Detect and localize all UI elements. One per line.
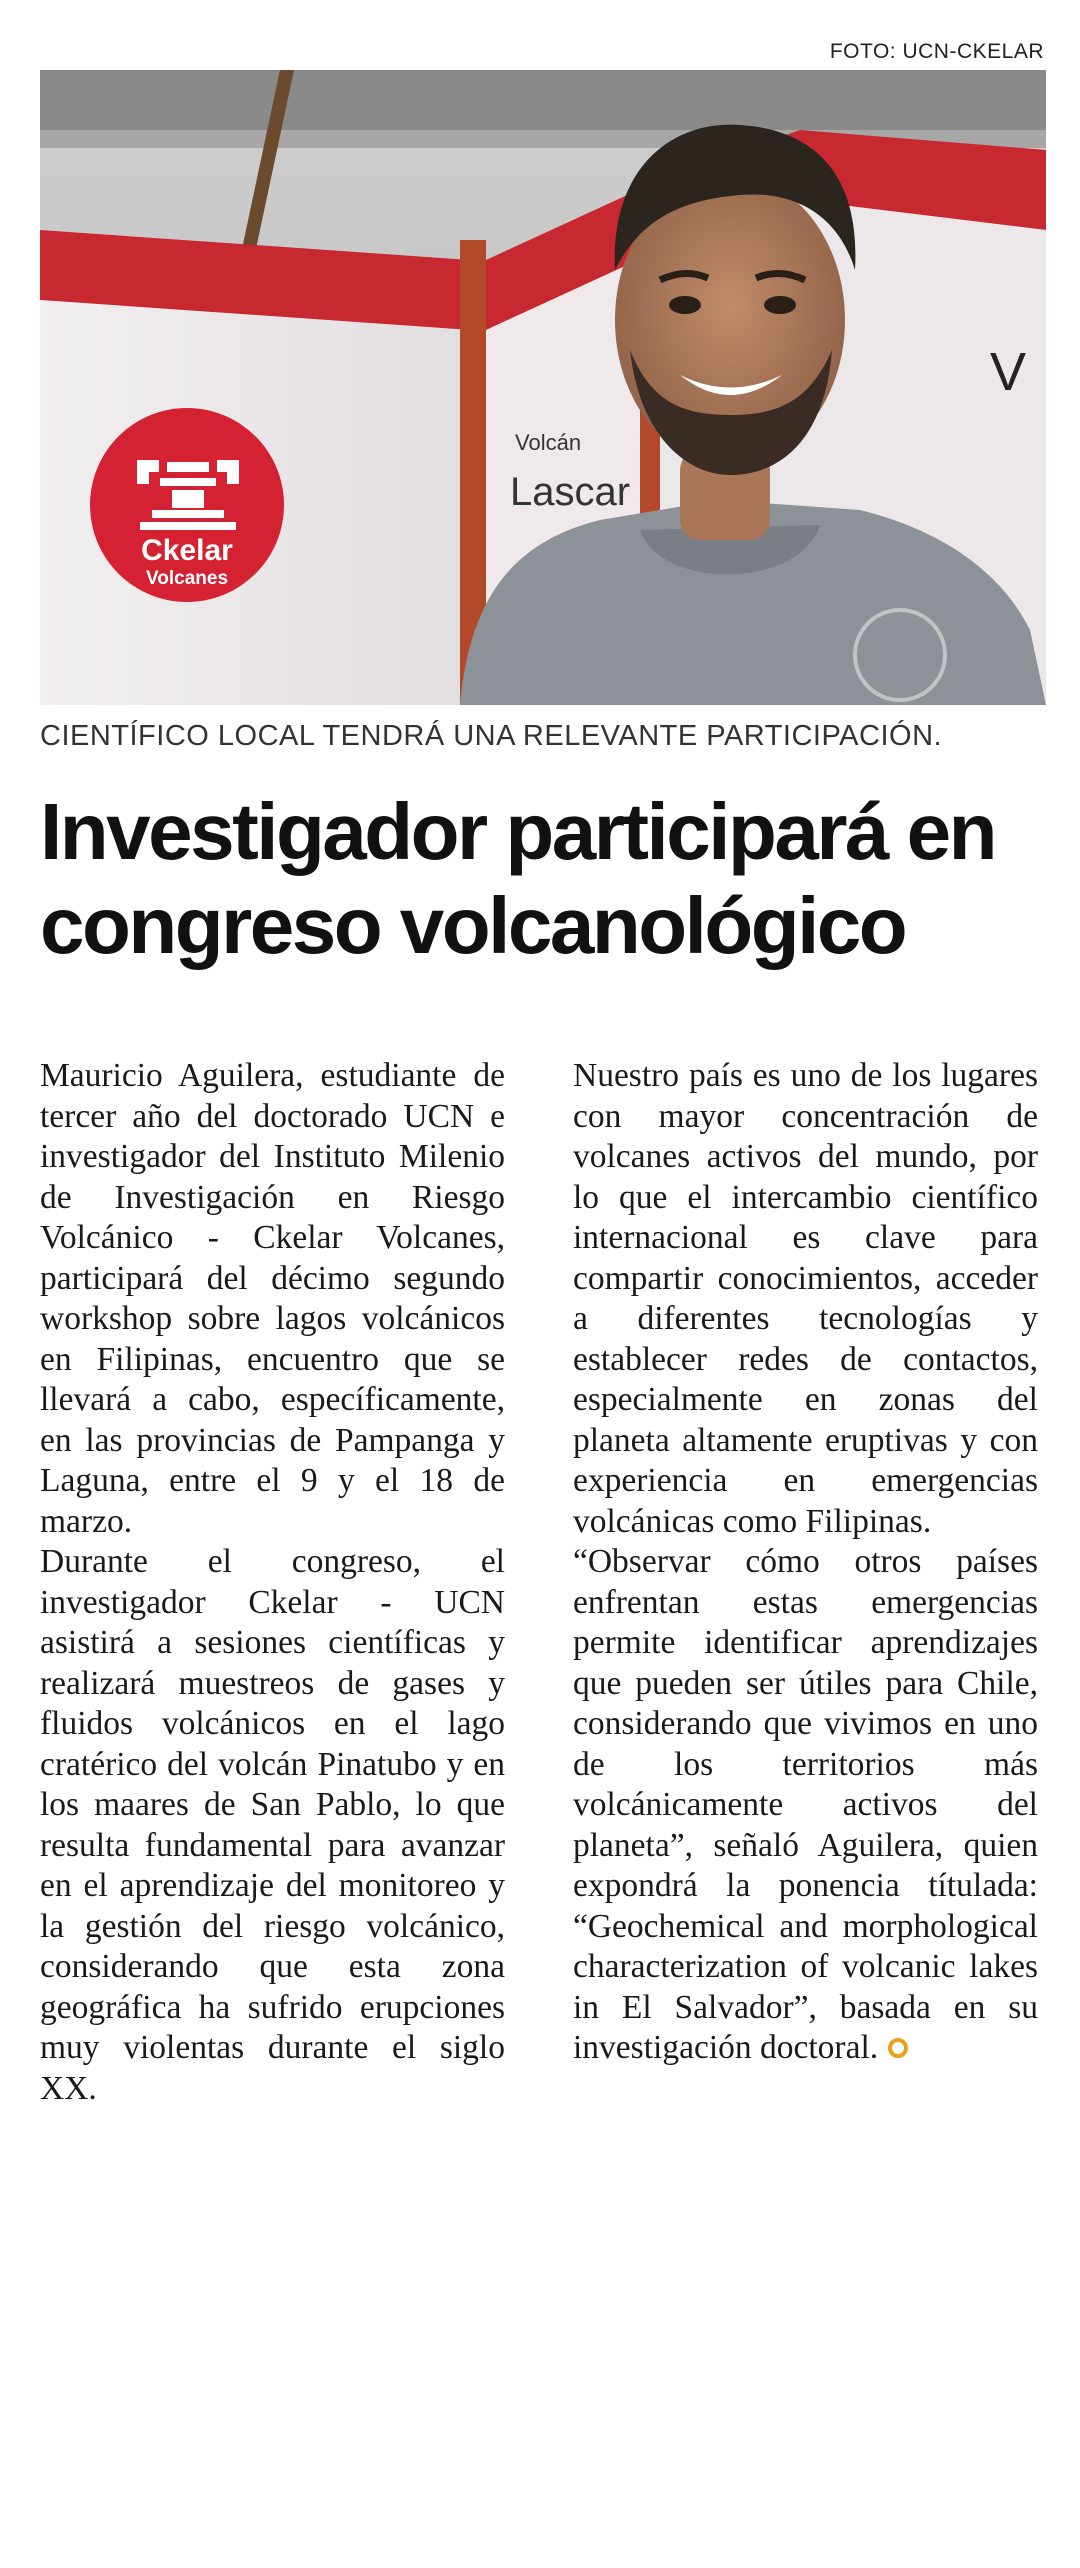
sign-line1: Volcán xyxy=(515,430,582,455)
logo-subtitle: Volcanes xyxy=(145,568,229,589)
logo-name: Ckelar xyxy=(141,534,233,567)
sign-line2: Lascar xyxy=(510,470,631,514)
paragraph: Durante el congreso, el investigador Ckelar - UCN asistirá a sesiones científicas y realizará muestreos de gases y fluidos volcánicos en el lago cratérico del volcán Pinatubo y en los maares de San Pablo, lo que resulta fundamental para avanzar en el aprendizaje del monitoreo y la gestión del riesgo volcánico, considerando que esta zona geográfica ha sufrido erupciones muy violentas durante el siglo XX. xyxy=(40,1543,505,2107)
photo-scene xyxy=(40,70,1046,705)
paragraph-text: “Observar cómo otros países enfrentan estas emergencias permite identificar aprendizajes que pueden ser útiles para Chile, considerando que vivimos en uno de los territorios más volcánicamente activos del planeta”, señaló Aguilera, quien expondrá la ponencia títulada: “Geochemical and morphological characterization of volcanic lakes in El Salvador”, basada en su investigación doctoral. xyxy=(573,1543,1038,2066)
body-column-right xyxy=(573,1056,1038,2069)
article-photo xyxy=(40,70,1046,705)
body-column-left xyxy=(40,1056,505,2109)
headline: Investigador participará en congreso volcanológico xyxy=(40,787,996,970)
sign-edge: V xyxy=(990,342,1027,402)
paragraph: Nuestro país es uno de los lugares con mayor concentración de volcanes activos del mundo, por lo que el intercambio científico internacional es clave para compartir conocimientos, acceder a diferentes tecnologías y establecer redes de contactos, especialmente en zonas del planeta altamente eruptivas y con experiencia en emergencias volcánicas como Filipinas. xyxy=(573,1057,1038,1540)
paragraph: Mauricio Aguilera, estudiante de tercer año del doctorado UCN e investigador del Instituto Milenio de Investigación en Riesgo Volcánico - Ckelar Volcanes, participará del décimo segundo workshop sobre lagos volcánicos en Filipinas, encuentro que se llevará a cabo, específicamente, en las provincias de Pampanga y Laguna, entre el 9 y el 18 de marzo. xyxy=(40,1057,505,1540)
paragraph-last xyxy=(573,1542,1038,2069)
photo-caption: CIENTÍFICO LOCAL TENDRÁ UNA RELEVANTE PARTICIPACIÓN. xyxy=(40,720,943,752)
end-mark-icon xyxy=(888,2038,908,2058)
photo-credit: FOTO: UCN-CKELAR xyxy=(829,40,1044,63)
ckelar-logo xyxy=(90,408,284,602)
